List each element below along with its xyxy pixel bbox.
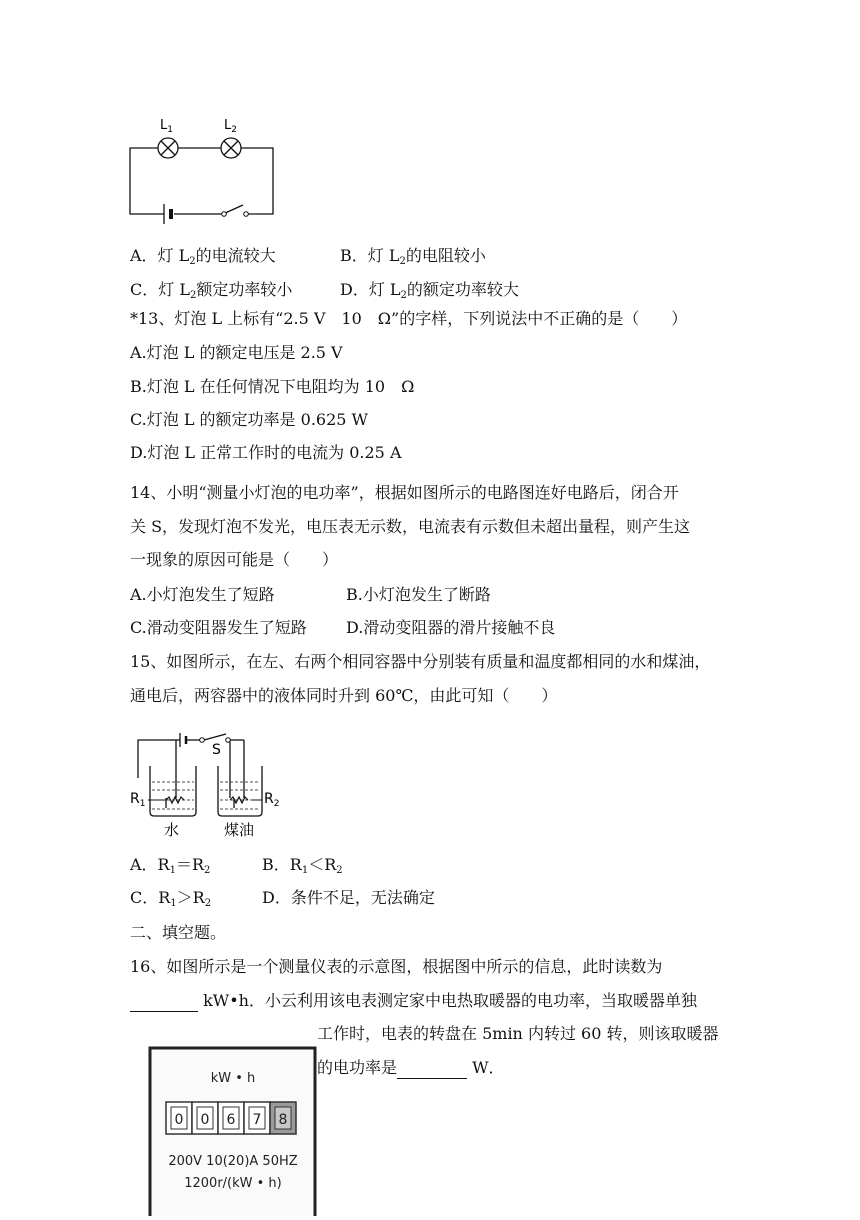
q12-option-d: D．灯 $L_2$的额定功率较大: [340, 280, 519, 301]
meter-digit: 7: [252, 1112, 262, 1128]
q14-option-b: B.小灯泡发生了断路: [346, 585, 491, 604]
q16-stem-line3: 工作时，电表的转盘在 5min 内转过 60 转，则该取暖器: [317, 1024, 719, 1043]
meter-digit: 6: [226, 1112, 236, 1128]
battery-short-plate: [169, 209, 173, 219]
kerosene-label: 煤油: [224, 821, 255, 839]
circuit-diagram-lamps: [125, 112, 280, 224]
q16-stem-line1: 16、如图所示是一个测量仪表的示意图，根据图中所示的信息，此时读数为: [130, 957, 663, 976]
q14-option-d: D.滑动变阻器的滑片接触不良: [346, 618, 556, 637]
q13-option-b: B.灯泡 L 在任何情况下电阻均为 10 Ω: [130, 377, 415, 396]
meter-unit-label: kW • h: [210, 1071, 256, 1086]
q16-stem-line4: 的电功率是 W．: [317, 1058, 505, 1077]
q15-option-a: A．$R_1=R_2$: [130, 855, 211, 876]
q12-option-c: C．灯 $L_2$额定功率较小: [130, 280, 293, 301]
q13-stem: *13、灯泡 L 上标有“2.5 V 10 Ω”的字样，下列说法中不正确的是（ ）: [130, 309, 688, 328]
r2-label: $R_2$: [264, 791, 280, 809]
heating-containers-diagram: [128, 720, 288, 842]
meter-digit: 8: [278, 1112, 288, 1128]
meter-digit: 0: [174, 1112, 184, 1128]
q14-stem-line2: 关 S，发现灯泡不发光，电压表无示数，电流表有示数但未超出量程，则产生这: [130, 517, 691, 536]
section-heading-fill-in: 二、填空题。: [130, 923, 227, 942]
q12-option-a: A．灯 $L_2$的电流较大: [130, 246, 276, 267]
q15-option-d: D．条件不足，无法确定: [262, 888, 435, 907]
water-label: 水: [164, 821, 180, 839]
q16-reading-blank[interactable]: [130, 991, 198, 1012]
q14-option-c: C.滑动变阻器发生了短路: [130, 618, 307, 637]
q14-stem-line1: 14、小明“测量小灯泡的电功率”，根据如图所示的电路图连好电路后，闭合开: [130, 483, 679, 502]
q15-stem-line1: 15、如图所示，在左、右两个相同容器中分别装有质量和温度都相同的水和煤油，: [130, 652, 711, 671]
meter-constant-label: 1200r/(kW • h): [184, 1176, 282, 1191]
meter-digit: 0: [200, 1112, 210, 1128]
q12-option-b: B．灯 $L_2$的电阻较小: [340, 246, 486, 267]
water-container: [150, 766, 196, 816]
q15-option-b: B．$R_1<R_2$: [262, 855, 343, 876]
r1-label: $R_1$: [130, 791, 146, 809]
kerosene-container: [218, 766, 262, 816]
q15-option-c: C．$R_1>R_2$: [130, 888, 212, 909]
switch-s-label: S: [212, 742, 221, 758]
lamp-l1-label: $L_1$: [160, 118, 173, 135]
meter-spec-label: 200V 10(20)A 50HZ: [168, 1154, 298, 1169]
lamp-l2-label: $L_2$: [224, 118, 237, 135]
q14-stem-line3: 一现象的原因可能是（ ）: [130, 550, 339, 569]
q13-option-a: A.灯泡 L 的额定电压是 2.5 V: [130, 343, 343, 362]
q13-option-d: D.灯泡 L 正常工作时的电流为 0.25 A: [130, 443, 402, 462]
q15-stem-line2: 通电后，两容器中的液体同时升到 60℃，由此可知（ ）: [130, 686, 558, 705]
q16-power-blank[interactable]: [397, 1058, 467, 1079]
electricity-meter: [148, 1046, 318, 1216]
q13-option-c: C.灯泡 L 的额定功率是 0.625 W: [130, 410, 368, 429]
q14-option-a: A.小灯泡发生了短路: [130, 585, 275, 604]
switch-blade: [204, 734, 226, 740]
q16-stem-line2: kW•h．小云利用该电表测定家中电热取暖器的电功率，当取暖器单独: [130, 991, 697, 1012]
